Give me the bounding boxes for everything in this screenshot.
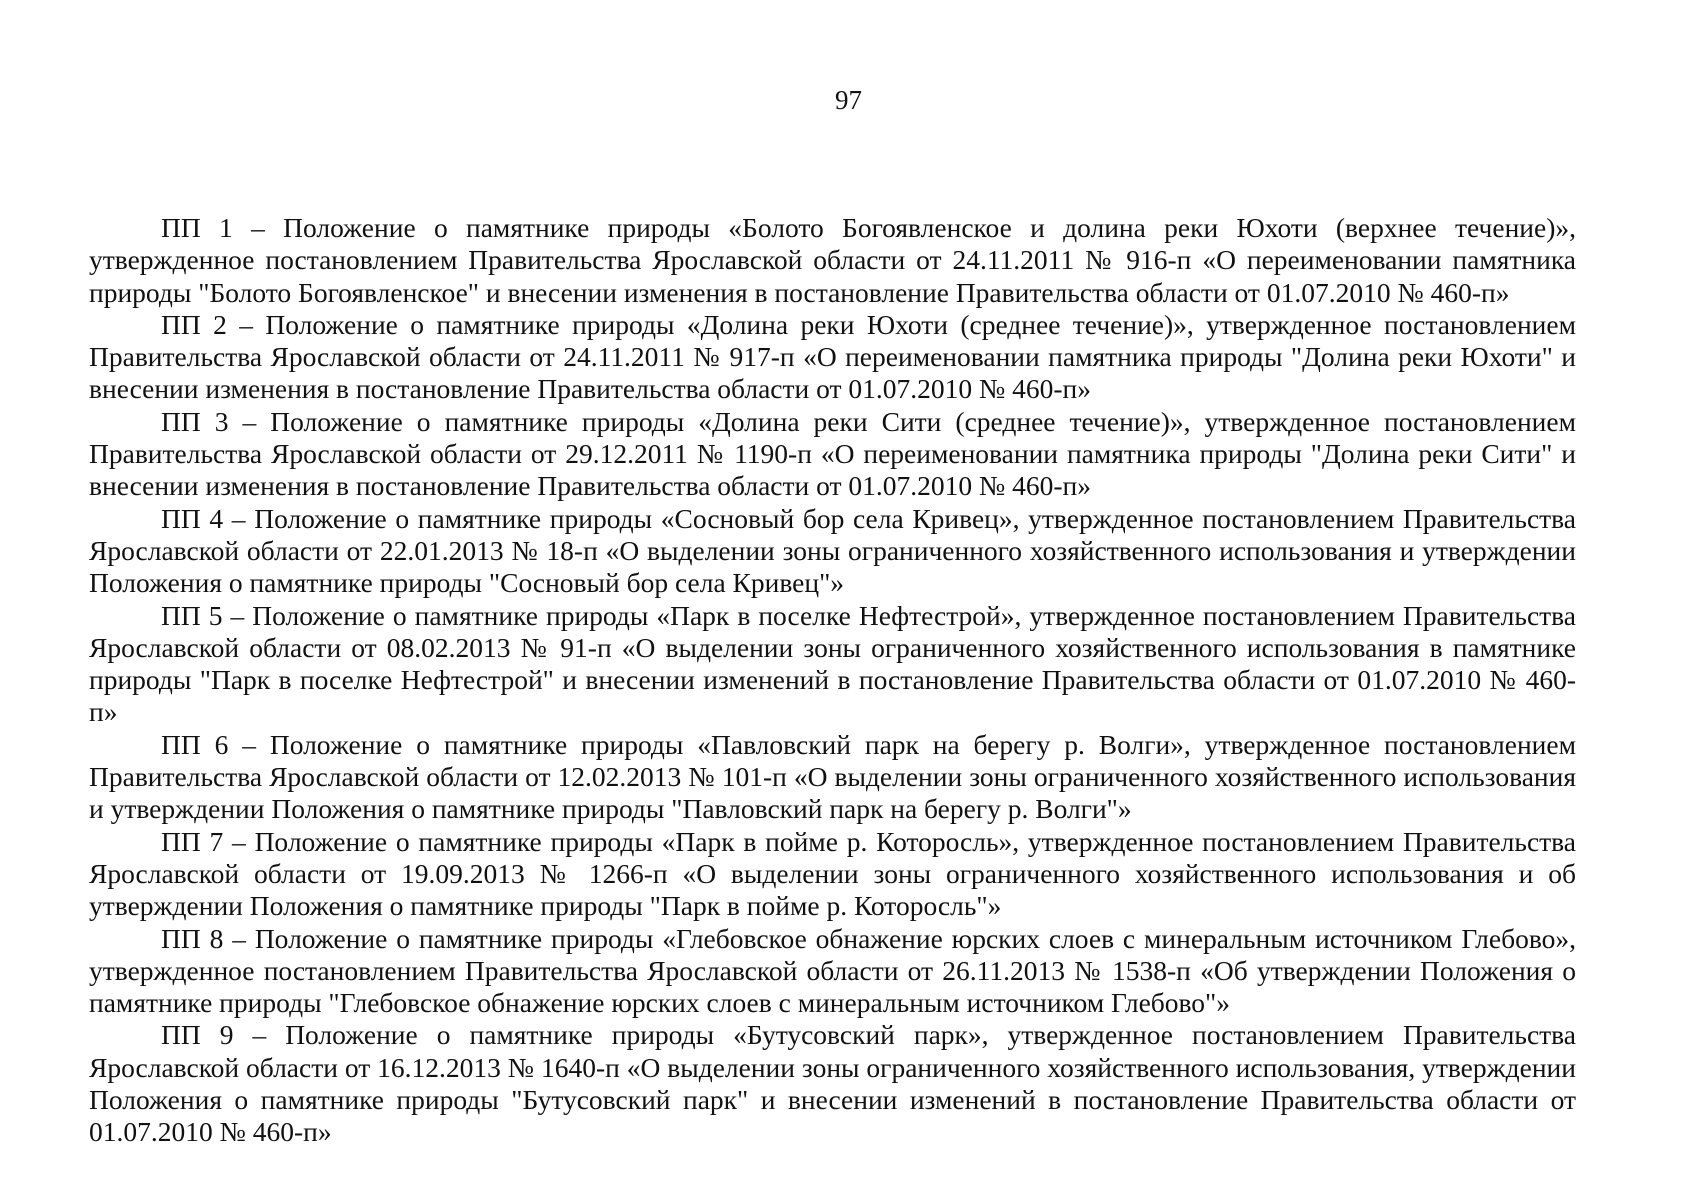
paragraph-pp-6: ПП 6 – Положение о памятнике природы «Павловский парк на берегу р. Волги», утвержденное постановлением Правительства Ярославской области от 12.02.2013 № 101-п «О выделении зоны ограниченного хозяйственного использования и утверждении Положения о памятнике природы "Павловский парк на берегу р. Волги"»	[89, 728, 1576, 825]
paragraph-pp-5: ПП 5 – Положение о памятнике природы «Парк в поселке Нефтестрой», утвержденное постановлением Правительства Ярославской области от 08.02.2013 № 91-п «О выделении зоны ограниченного хозяйственного использования в памятнике природы "Парк в поселке Нефтестрой" и внесении изменений в постановление Правительства области от 01.07.2010 № 460-п»	[89, 599, 1576, 728]
paragraph-pp-7: ПП 7 – Положение о памятнике природы «Парк в пойме р. Которосль», утвержденное постановлением Правительства Ярославской области от 19.09.2013 № 1266-п «О выделении зоны ограниченного хозяйственного использования и об утверждении Положения о памятнике природы "Парк в пойме р. Которосль"»	[89, 825, 1576, 922]
paragraph-pp-3: ПП 3 – Положение о памятнике природы «Долина реки Сити (среднее течение)», утвержденное постановлением Правительства Ярославской области от 29.12.2011 № 1190-п «О переименовании памятника природы "Долина реки Сити" и внесении изменения в постановление Правительства области от 01.07.2010 № 460-п»	[89, 405, 1576, 502]
paragraph-pp-2: ПП 2 – Положение о памятнике природы «Долина реки Юхоти (среднее течение)», утвержденное постановлением Правительства Ярославской области от 24.11.2011 № 917-п «О переименовании памятника природы "Долина реки Юхоти" и внесении изменения в постановление Правительства области от 01.07.2010 № 460-п»	[89, 308, 1576, 405]
paragraph-pp-4: ПП 4 – Положение о памятнике природы «Сосновый бор села Кривец», утвержденное постановлением Правительства Ярославской области от 22.01.2013 № 18-п «О выделении зоны ограниченного хозяйственного использования и утверждении Положения о памятнике природы "Сосновый бор села Кривец"»	[89, 502, 1576, 599]
paragraph-pp-9: ПП 9 – Положение о памятнике природы «Бутусовский парк», утвержденное постановлением Правительства Ярославской области от 16.12.2013 № 1640-п «О выделении зоны ограниченного хозяйственного использования, утверждении Положения о памятнике природы "Бутусовский парк" и внесении изменений в постановление Правительства области от 01.07.2010 № 460-п»	[89, 1019, 1576, 1148]
page-number: 97	[835, 85, 862, 115]
document-body	[89, 212, 1576, 1149]
paragraph-pp-1: ПП 1 – Положение о памятнике природы «Болото Богоявленское и долина реки Юхоти (верхнее течение)», утвержденное постановлением Правительства Ярославской области от 24.11.2011 № 916-п «О переименовании памятника природы "Болото Богоявленское" и внесении изменения в постановление Правительства области от 01.07.2010 № 460-п»	[89, 212, 1576, 308]
paragraph-pp-8: ПП 8 – Положение о памятнике природы «Глебовское обнажение юрских слоев с минеральным источником Глебово», утвержденное постановлением Правительства Ярославской области от 26.11.2013 № 1538-п «Об утверждении Положения о памятнике природы "Глебовское обнажение юрских слоев с минеральным источником Глебово"»	[89, 922, 1576, 1019]
